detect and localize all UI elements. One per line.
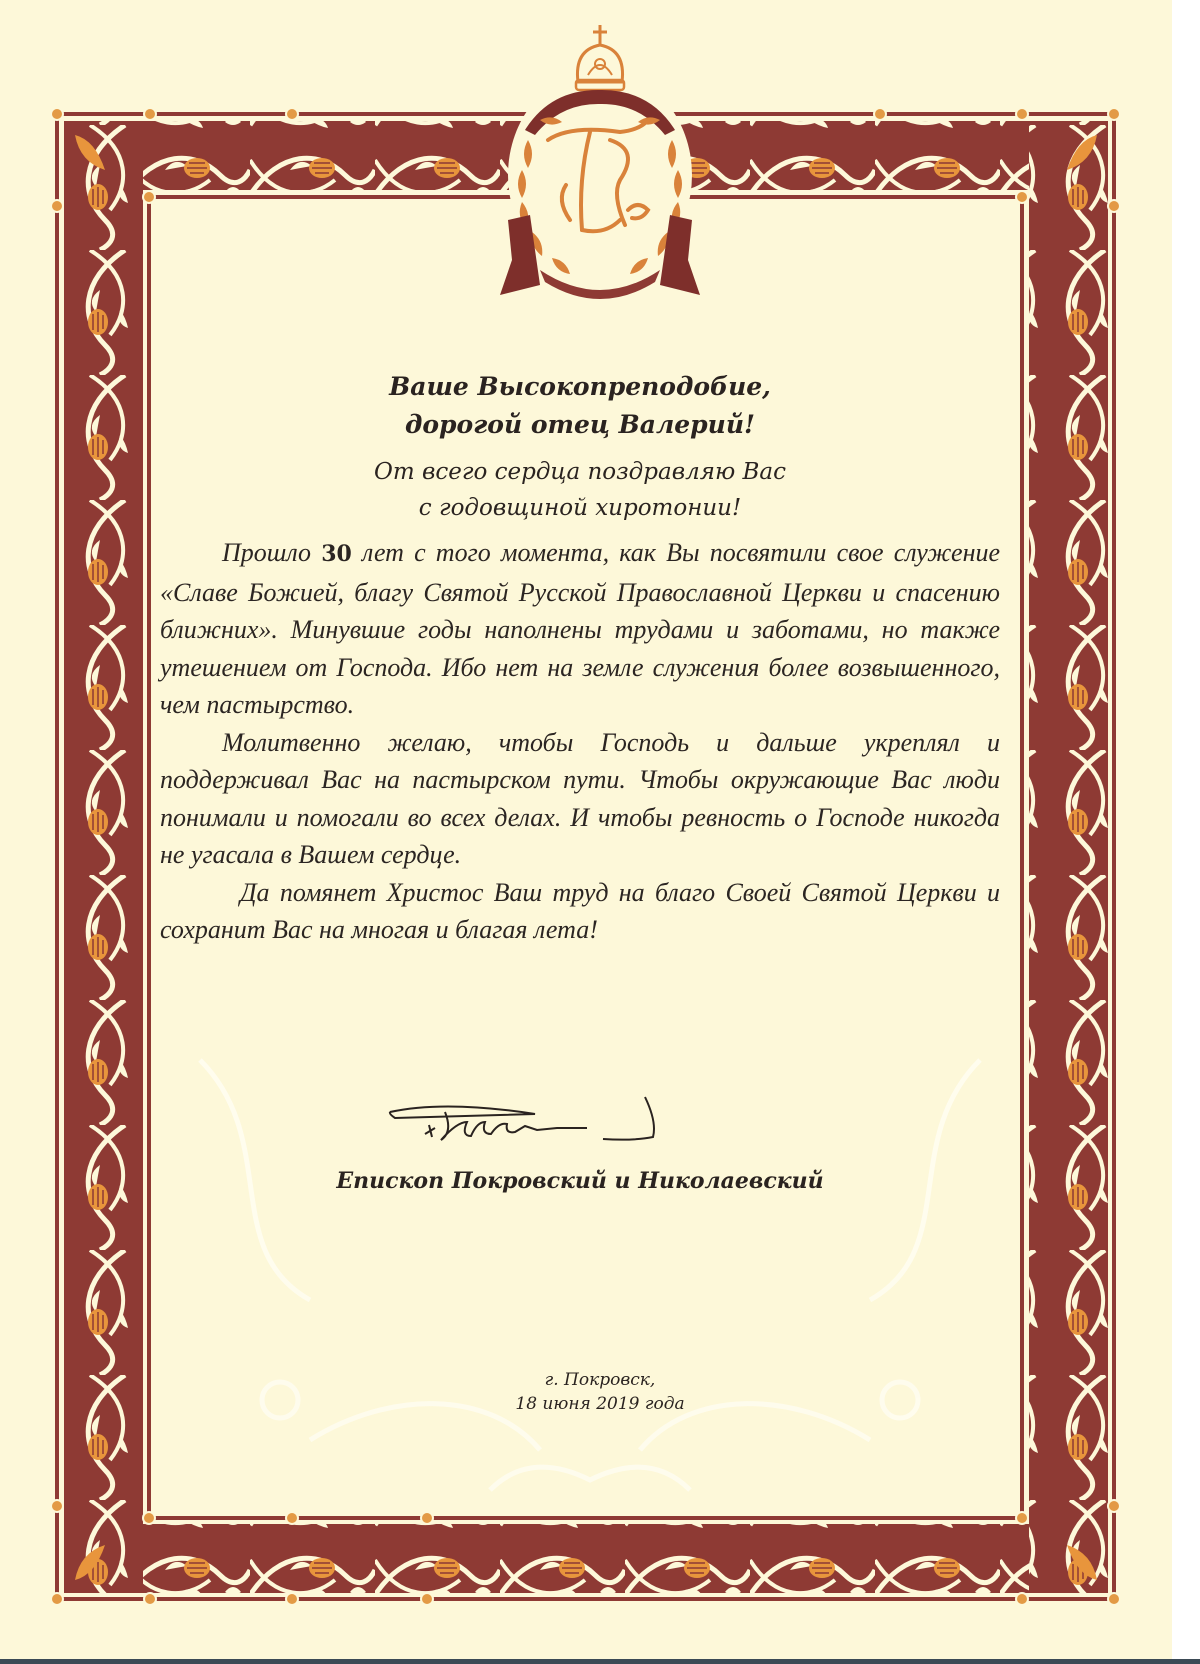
paragraph-1-rest: лет с того момента, как Вы посвятили свое служение «Славе Божией, благу Святой Русской Православной Церкви и спасению ближних». Минувшие годы наполнены трудами и заботами, но также утешением от Господа. Ибо нет на земле служения более возвышенного, чем пастырство. [160,538,1001,719]
paragraph-3: Да помянет Христос Ваш труд на благо Своей Святой Церкви и сохранит Вас на многая и благая лета! [160,877,1000,944]
frame-dot [1109,201,1119,211]
congratulation-line-2: с годовщиной хиротонии! [418,495,742,521]
frame-dot [144,1513,154,1523]
frame-dot [144,192,154,202]
frame-dot [145,1594,155,1604]
frame-dot [52,201,62,211]
handwritten-signature-icon [385,1092,685,1162]
salutation-line-1: Ваше Высокопреподобие, [389,372,771,401]
frame-dot [145,109,155,119]
frame-dot [287,1594,297,1604]
salutation-line-2: дорогой отец Валерий! [405,410,755,439]
place: г. Покровск, [544,1370,656,1390]
date: 18 июня 2019 года [515,1394,685,1414]
paragraph-2: Молитвенно желаю, чтобы Господь и дальше укреплял и поддерживал Вас на пастырском пути. Чтобы окружающие Вас люди понимали и помогали во всех делах. И чтобы ревность о Господе никогда не угасала в Вашем сердце. [160,727,1000,869]
signatory-title: Епископ Покровский и Николаевский [336,1168,824,1194]
frame-dot [1109,1594,1119,1604]
congratulation-line-1: От всего сердца поздравляю Вас [373,459,787,485]
frame-dot [1109,1501,1119,1511]
crown-icon [576,25,624,90]
congratulation [160,454,1000,526]
frame-dot [422,1513,432,1523]
frame-dot [52,1501,62,1511]
frame-dot [1017,1513,1027,1523]
frame-dot [287,109,297,119]
frame-dot [52,109,62,119]
paragraph-1 [160,534,1000,724]
frame-dot [875,109,885,119]
letter-body [160,368,1000,949]
scan-edge [0,1659,1200,1664]
frame-dot [422,1594,432,1604]
monogram-crest-icon [470,20,730,300]
frame-dot [1017,1594,1027,1604]
frame-dot [1017,192,1027,202]
frame-dot [1017,109,1027,119]
frame-dot [52,1594,62,1604]
paragraph-1-start: Прошло [222,538,322,567]
frame-dot [1109,109,1119,119]
years-count: 30 [321,541,352,567]
frame-dot [287,1513,297,1523]
place-and-date [380,1368,820,1416]
